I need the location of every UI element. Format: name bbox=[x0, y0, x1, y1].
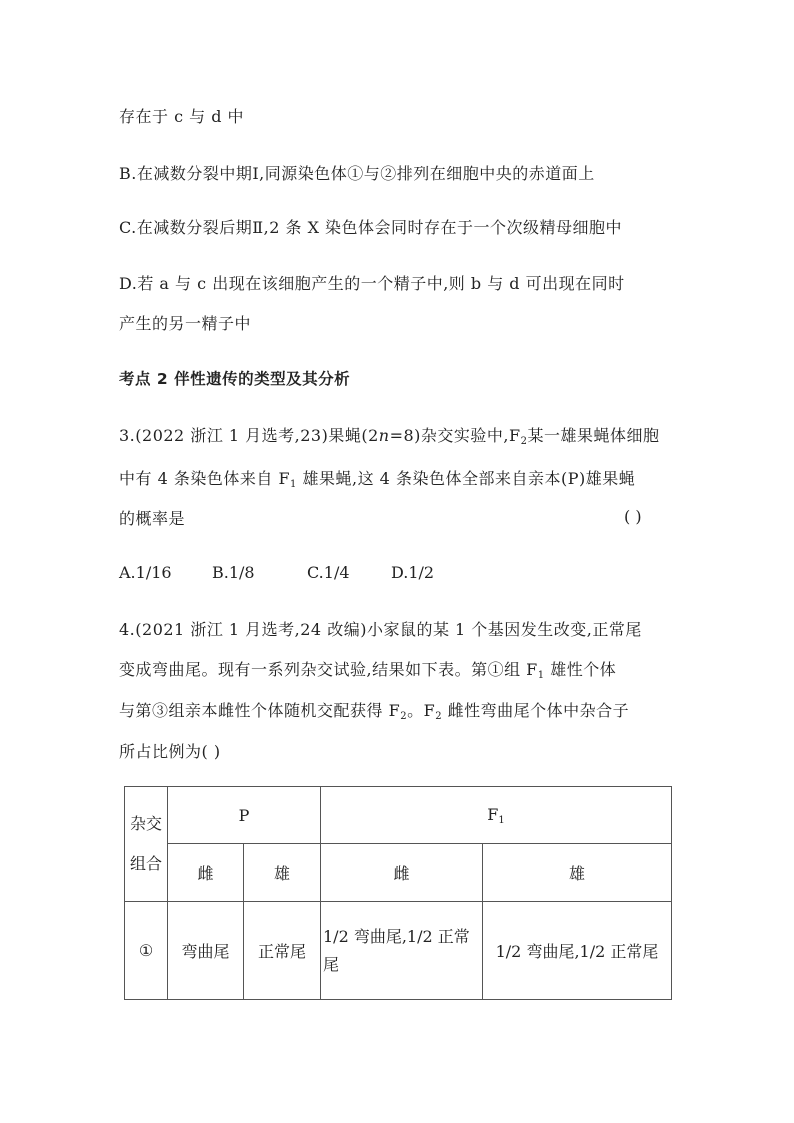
header-cross-group: 杂交 组合 bbox=[125, 787, 168, 902]
q3-option-c: C.1/4 bbox=[307, 563, 350, 582]
cross-results-table bbox=[124, 786, 672, 1000]
header-p-female: 雌 bbox=[168, 844, 244, 902]
row-f1-female: 1/2 弯曲尾,1/2 正常尾 bbox=[321, 902, 483, 1000]
option-b: B.在减数分裂中期Ⅰ,同源染色体①与②排列在细胞中央的赤道面上 bbox=[119, 164, 595, 183]
option-a-continuation: 存在于 c 与 d 中 bbox=[119, 107, 245, 126]
header-p: P bbox=[168, 787, 321, 844]
q4-line2: 变成弯曲尾。现有一系列杂交试验,结果如下表。第①组 $F_1$ 雄性个体 bbox=[119, 660, 617, 681]
row-f1-male: 1/2 弯曲尾,1/2 正常尾 bbox=[483, 902, 672, 1000]
q3-option-d: D.1/2 bbox=[391, 563, 435, 582]
table-row bbox=[125, 902, 672, 1000]
q4-line4: 所占比例为( ) bbox=[119, 742, 221, 761]
q3-option-a: A.1/16 bbox=[119, 563, 172, 582]
option-d-line2: 产生的另一精子中 bbox=[119, 314, 252, 333]
answer-bracket: ( ) bbox=[624, 507, 642, 526]
q4-line3: 与第③组亲本雌性个体随机交配获得 $F_2$。$F_2$ 雌性弯曲尾个体中杂合子 bbox=[119, 701, 630, 722]
option-c: C.在减数分裂后期Ⅱ,2 条 X 染色体会同时存在于一个次级精母细胞中 bbox=[119, 218, 623, 237]
header-p-male: 雄 bbox=[244, 844, 321, 902]
q3-line2: 中有 4 条染色体来自 $F_1$ 雄果蝇,这 4 条染色体全部来自亲本(P)雄果蝇 bbox=[119, 469, 636, 490]
row-id: ① bbox=[125, 902, 168, 1000]
q4-line1: 4.(2021 浙江 1 月选考,24 改编)小家鼠的某 1 个基因发生改变,正常尾 bbox=[119, 620, 642, 639]
header-f1: $F_1$ bbox=[321, 787, 672, 844]
section-title: 考点 2 伴性遗传的类型及其分析 bbox=[119, 370, 351, 388]
q3-option-b: B.1/8 bbox=[212, 563, 255, 582]
header-f1-male: 雄 bbox=[483, 844, 672, 902]
option-d-line1: D.若 a 与 c 出现在该细胞产生的一个精子中,则 b 与 d 可出现在同时 bbox=[119, 274, 625, 293]
q3-line3: 的概率是 bbox=[119, 509, 186, 528]
q3-line1: 3.(2022 浙江 1 月选考,23)果蝇(2n=8)杂交实验中$,F_2$某一雄果蝇体细胞 bbox=[119, 426, 660, 447]
header-f1-female: 雌 bbox=[321, 844, 483, 902]
row-p-male: 正常尾 bbox=[244, 902, 321, 1000]
row-p-female: 弯曲尾 bbox=[168, 902, 244, 1000]
